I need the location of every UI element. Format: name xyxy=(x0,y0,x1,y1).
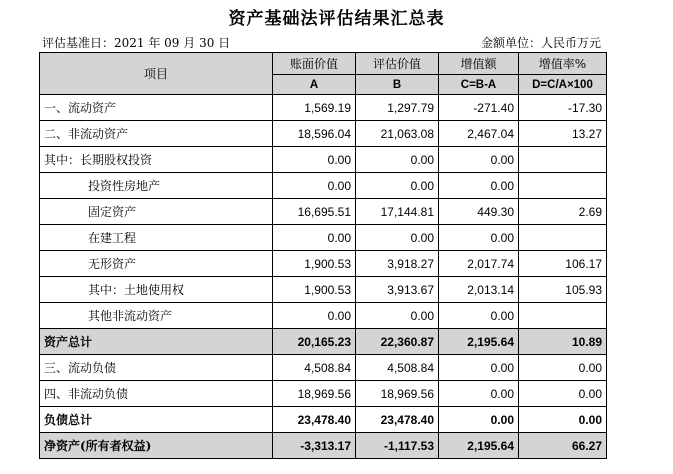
cell-book-value: 23,478.40 xyxy=(273,407,356,433)
cell-increase-rate: 0.00 xyxy=(519,407,607,433)
row-label: 无形资产 xyxy=(40,251,273,277)
cell-increase-rate: 0.00 xyxy=(519,355,607,381)
table-row xyxy=(40,381,607,407)
cell-book-value: 0.00 xyxy=(273,303,356,329)
cell-increase-rate: 66.27 xyxy=(519,433,607,459)
cell-increase: 0.00 xyxy=(439,303,519,329)
cell-appraised-value: 3,918.27 xyxy=(356,251,439,277)
cell-increase: 2,013.14 xyxy=(439,277,519,303)
table-row xyxy=(40,147,607,173)
cell-book-value: 20,165.23 xyxy=(273,329,356,355)
table-row xyxy=(40,251,607,277)
cell-increase: 0.00 xyxy=(439,355,519,381)
cell-increase: -271.40 xyxy=(439,95,519,121)
cell-appraised-value: 21,063.08 xyxy=(356,121,439,147)
cell-book-value: 16,695.51 xyxy=(273,199,356,225)
cell-appraised-value: 17,144.81 xyxy=(356,199,439,225)
header-item: 项目 xyxy=(40,53,273,95)
row-label: 二、非流动资产 xyxy=(40,121,273,147)
cell-appraised-value: 0.00 xyxy=(356,303,439,329)
cell-appraised-value: 23,478.40 xyxy=(356,407,439,433)
row-label: 三、流动负债 xyxy=(40,355,273,381)
cell-book-value: -3,313.17 xyxy=(273,433,356,459)
header-code-a: A xyxy=(273,75,356,95)
cell-appraised-value: 3,913.67 xyxy=(356,277,439,303)
cell-increase-rate: 0.00 xyxy=(519,381,607,407)
table-row xyxy=(40,277,607,303)
row-label: 四、非流动负债 xyxy=(40,381,273,407)
valuation-summary-table xyxy=(39,52,607,459)
cell-book-value: 1,900.53 xyxy=(273,277,356,303)
cell-increase-rate: 105.93 xyxy=(519,277,607,303)
cell-appraised-value: 18,969.56 xyxy=(356,381,439,407)
cell-increase: 449.30 xyxy=(439,199,519,225)
cell-increase: 0.00 xyxy=(439,381,519,407)
table-row xyxy=(40,199,607,225)
cell-increase-rate: 2.69 xyxy=(519,199,607,225)
row-label: 在建工程 xyxy=(40,225,273,251)
currency-unit: 金额单位：人民币万元 xyxy=(480,36,601,50)
cell-appraised-value: 22,360.87 xyxy=(356,329,439,355)
row-label: 一、流动资产 xyxy=(40,95,273,121)
cell-increase-rate: 13.27 xyxy=(519,121,607,147)
row-label: 其中：长期股权投资 xyxy=(40,147,273,173)
table-row xyxy=(40,303,607,329)
cell-appraised-value: 1,297.79 xyxy=(356,95,439,121)
cell-book-value: 0.00 xyxy=(273,173,356,199)
cell-increase: 0.00 xyxy=(439,147,519,173)
table-row xyxy=(40,121,607,147)
cell-increase: 0.00 xyxy=(439,225,519,251)
cell-increase-rate xyxy=(519,147,607,173)
cell-appraised-value: 0.00 xyxy=(356,173,439,199)
cell-book-value: 0.00 xyxy=(273,147,356,173)
cell-book-value: 18,969.56 xyxy=(273,381,356,407)
table-row xyxy=(40,173,607,199)
cell-increase-rate xyxy=(519,173,607,199)
cell-increase: 2,467.04 xyxy=(439,121,519,147)
header-appraised-value: 评估价值 xyxy=(356,53,439,75)
row-label: 净资产(所有者权益) xyxy=(40,433,273,459)
cell-increase: 0.00 xyxy=(439,407,519,433)
row-label: 负债总计 xyxy=(40,407,273,433)
cell-increase: 2,195.64 xyxy=(439,329,519,355)
header-book-value: 账面价值 xyxy=(273,53,356,75)
row-label: 固定资产 xyxy=(40,199,273,225)
cell-increase-rate: -17.30 xyxy=(519,95,607,121)
table-row-total-assets xyxy=(40,329,607,355)
valuation-date: 评估基准日：2021 年 09 月 30 日 xyxy=(42,36,231,50)
table-row xyxy=(40,225,607,251)
row-label: 其他非流动资产 xyxy=(40,303,273,329)
row-label: 其中：土地使用权 xyxy=(40,277,273,303)
table-row xyxy=(40,95,607,121)
table-title: 资产基础法评估结果汇总表 xyxy=(228,9,445,29)
cell-book-value: 0.00 xyxy=(273,225,356,251)
header-code-d: D=C/A×100 xyxy=(519,75,607,95)
cell-book-value: 1,569.19 xyxy=(273,95,356,121)
cell-book-value: 18,596.04 xyxy=(273,121,356,147)
cell-increase-rate xyxy=(519,225,607,251)
cell-increase: 0.00 xyxy=(439,173,519,199)
table-row-total-liabilities xyxy=(40,407,607,433)
cell-book-value: 4,508.84 xyxy=(273,355,356,381)
header-increase-rate: 增值率% xyxy=(519,53,607,75)
header-code-c: C=B-A xyxy=(439,75,519,95)
cell-increase-rate xyxy=(519,303,607,329)
cell-increase-rate: 106.17 xyxy=(519,251,607,277)
cell-appraised-value: 0.00 xyxy=(356,147,439,173)
table-row xyxy=(40,355,607,381)
cell-appraised-value: -1,117.53 xyxy=(356,433,439,459)
cell-book-value: 1,900.53 xyxy=(273,251,356,277)
row-label: 资产总计 xyxy=(40,329,273,355)
cell-appraised-value: 0.00 xyxy=(356,225,439,251)
cell-increase: 2,017.74 xyxy=(439,251,519,277)
cell-increase-rate: 10.89 xyxy=(519,329,607,355)
row-label: 投资性房地产 xyxy=(40,173,273,199)
cell-appraised-value: 4,508.84 xyxy=(356,355,439,381)
header-code-b: B xyxy=(356,75,439,95)
header-increase: 增值额 xyxy=(439,53,519,75)
table-row-net-assets xyxy=(40,433,607,459)
cell-increase: 2,195.64 xyxy=(439,433,519,459)
